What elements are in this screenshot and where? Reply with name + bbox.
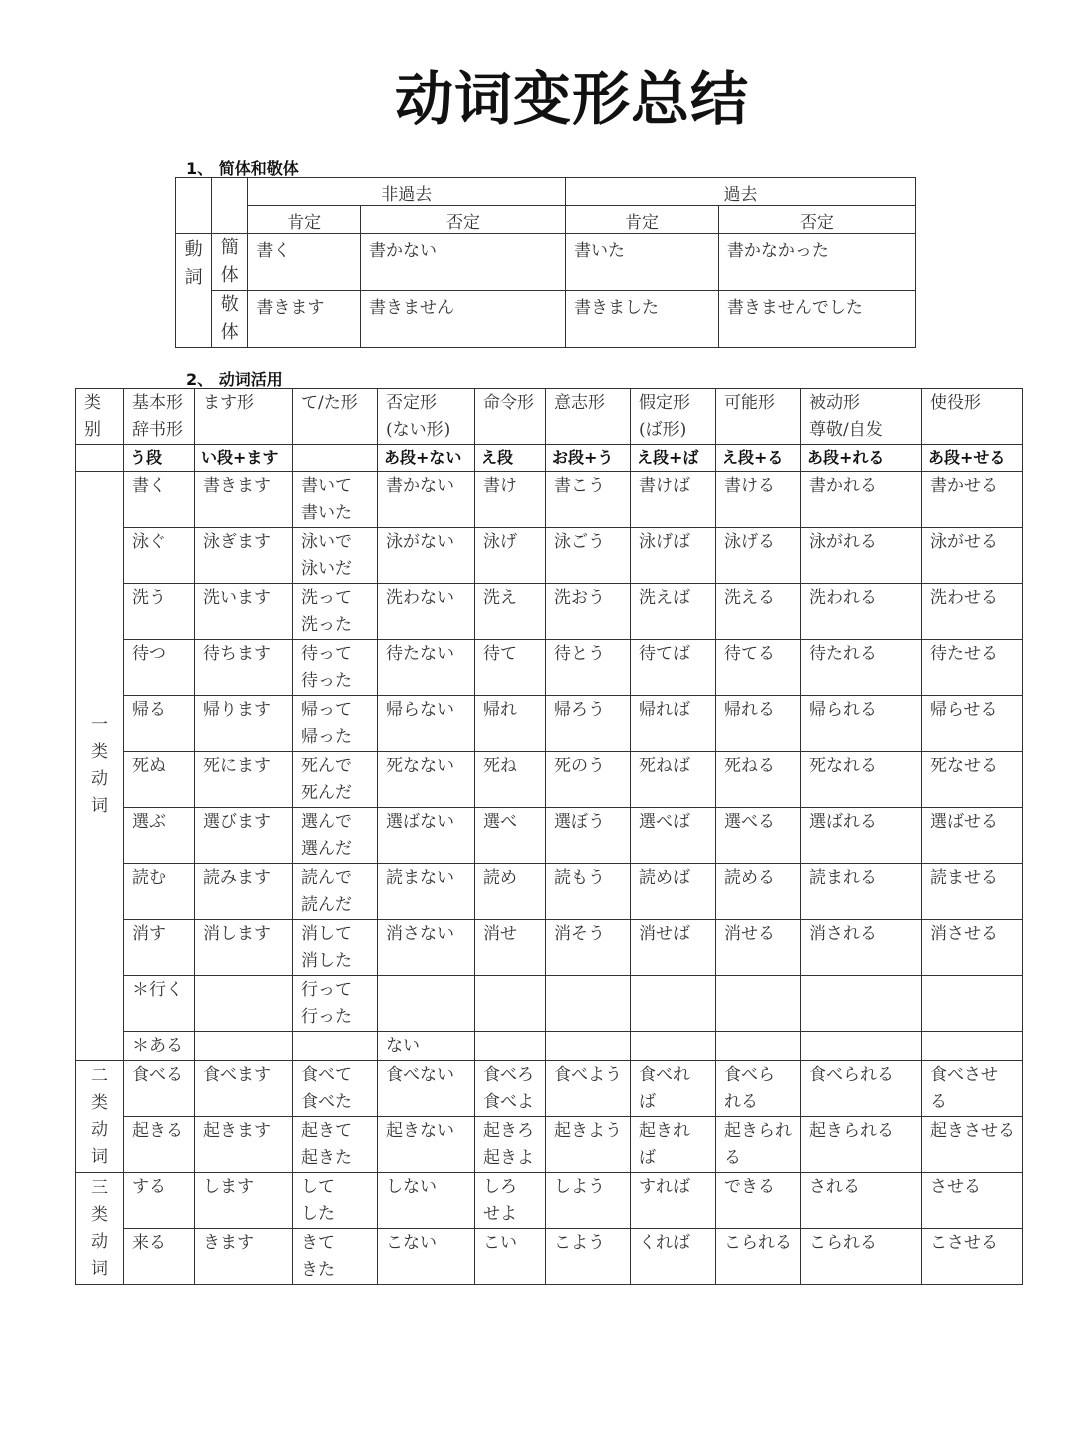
cell-passive-form: 泳がれる — [801, 528, 922, 584]
cell-negative-form: 帰らない — [378, 696, 475, 752]
cell-conditional-form: 読めば — [631, 864, 716, 920]
cell-negative-form: しない — [378, 1173, 475, 1229]
cell-volitional-form — [546, 1032, 631, 1061]
cell-te-ta-form: 泳いで 泳いだ — [293, 528, 378, 584]
cell-negative-form: 消さない — [378, 920, 475, 976]
cell-causative-form: 泳がせる — [922, 528, 1023, 584]
cell-potential-form — [716, 1032, 801, 1061]
cell-negative-form: こない — [378, 1229, 475, 1285]
table-cell: 書く — [248, 234, 361, 291]
header-causative-form: 使役形 — [922, 389, 1023, 445]
polite-plain-table — [175, 177, 916, 348]
cell-conditional-form: 起きれ ば — [631, 1117, 716, 1173]
plain-form-label: 簡 体 — [212, 234, 248, 291]
table-row — [76, 1229, 1023, 1285]
cell-causative-form: 待たせる — [922, 640, 1023, 696]
table-row — [76, 976, 1023, 1032]
table-cell: 書きませんでした — [718, 291, 915, 348]
rule-row — [76, 445, 1023, 472]
cell-dictionary-form: 洗う — [124, 584, 195, 640]
table-row — [76, 1032, 1023, 1061]
cell-passive-form: 食べられる — [801, 1061, 922, 1117]
cell-imperative-form: 書け — [475, 472, 546, 528]
cell-dictionary-form: 死ぬ — [124, 752, 195, 808]
table-row — [76, 752, 1023, 808]
cell-masu-form: 起きます — [195, 1117, 293, 1173]
group1-label: 一 类 动 词 — [76, 472, 124, 1061]
cell-masu-form: 書きます — [195, 472, 293, 528]
cell-volitional-form: 消そう — [546, 920, 631, 976]
header-te-ta-form: て/た形 — [293, 389, 378, 445]
table-row — [76, 472, 1023, 528]
cell-causative-form: 起きさせる — [922, 1117, 1023, 1173]
conjugation-table — [75, 388, 1023, 1285]
cell-causative-form: 洗わせる — [922, 584, 1023, 640]
rule-volitional-form: お段+う — [546, 445, 631, 472]
verb-label: 動 詞 — [176, 234, 212, 348]
table-cell: 書きません — [360, 291, 565, 348]
table-row — [76, 640, 1023, 696]
cell-conditional-form: 帰れば — [631, 696, 716, 752]
cell-passive-form: 待たれる — [801, 640, 922, 696]
cell-dictionary-form: する — [124, 1173, 195, 1229]
cell-imperative-form — [475, 1032, 546, 1061]
table-row — [76, 584, 1023, 640]
table-row — [76, 808, 1023, 864]
cell-dictionary-form: ＊行く — [124, 976, 195, 1032]
table-cell: 書かなかった — [718, 234, 915, 291]
header-dictionary-form: 基本形 辞书形 — [124, 389, 195, 445]
cell-masu-form: します — [195, 1173, 293, 1229]
cell-volitional-form — [546, 976, 631, 1032]
rule-conditional-form: え段+ば — [631, 445, 716, 472]
cell-potential-form: 帰れる — [716, 696, 801, 752]
cell-passive-form: 起きられる — [801, 1117, 922, 1173]
table-row — [76, 1173, 1023, 1229]
cell-te-ta-form: 待って 待った — [293, 640, 378, 696]
cell-imperative-form: 死ね — [475, 752, 546, 808]
cell-negative-form: 起きない — [378, 1117, 475, 1173]
cell-dictionary-form: 書く — [124, 472, 195, 528]
cell-causative-form: 食べさせ る — [922, 1061, 1023, 1117]
cell-masu-form: 選びます — [195, 808, 293, 864]
cell-dictionary-form: 来る — [124, 1229, 195, 1285]
cell-volitional-form: 書こう — [546, 472, 631, 528]
cell-imperative-form: 消せ — [475, 920, 546, 976]
header-negative: 否定 — [360, 206, 565, 234]
cell-dictionary-form: 待つ — [124, 640, 195, 696]
cell-te-ta-form: して した — [293, 1173, 378, 1229]
table-cell: 書きます — [248, 291, 361, 348]
cell-potential-form: できる — [716, 1173, 801, 1229]
header-potential-form: 可能形 — [716, 389, 801, 445]
header-affirmative: 肯定 — [566, 206, 719, 234]
cell-potential-form: 消せる — [716, 920, 801, 976]
cell-dictionary-form: 食べる — [124, 1061, 195, 1117]
cell-passive-form: こられる — [801, 1229, 922, 1285]
rule-category — [76, 445, 124, 472]
table-row — [76, 1117, 1023, 1173]
cell-negative-form: 泳がない — [378, 528, 475, 584]
cell-masu-form: きます — [195, 1229, 293, 1285]
rule-negative-form: あ段+ない — [378, 445, 475, 472]
cell-causative-form: 書かせる — [922, 472, 1023, 528]
cell-causative-form — [922, 976, 1023, 1032]
cell-negative-form — [378, 976, 475, 1032]
cell-masu-form: 待ちます — [195, 640, 293, 696]
cell-passive-form: 読まれる — [801, 864, 922, 920]
cell-conditional-form: 消せば — [631, 920, 716, 976]
cell-passive-form: 消される — [801, 920, 922, 976]
cell-te-ta-form: 洗って 洗った — [293, 584, 378, 640]
cell-masu-form: 泳ぎます — [195, 528, 293, 584]
cell-potential-form: 死ねる — [716, 752, 801, 808]
section1-heading: 1、 简体和敬体 — [186, 159, 299, 178]
cell-te-ta-form — [293, 1032, 378, 1061]
cell-causative-form: 選ばせる — [922, 808, 1023, 864]
table-header-row — [76, 389, 1023, 445]
cell-potential-form — [716, 976, 801, 1032]
cell-causative-form: 帰らせる — [922, 696, 1023, 752]
rule-dictionary-form: う段 — [124, 445, 195, 472]
cell-dictionary-form: 帰る — [124, 696, 195, 752]
cell-passive-form: 洗われる — [801, 584, 922, 640]
cell-potential-form: 選べる — [716, 808, 801, 864]
cell-conditional-form: 食べれ ば — [631, 1061, 716, 1117]
header-passive-form: 被动形 尊敬/自发 — [801, 389, 922, 445]
table-row — [76, 864, 1023, 920]
header-volitional-form: 意志形 — [546, 389, 631, 445]
cell-volitional-form: しよう — [546, 1173, 631, 1229]
table-row — [76, 528, 1023, 584]
cell-negative-form: ない — [378, 1032, 475, 1061]
cell-te-ta-form: 消して 消した — [293, 920, 378, 976]
group3-label: 三 类 动 词 — [76, 1173, 124, 1285]
header-past: 過去 — [566, 178, 916, 206]
header-conditional-form: 假定形 (ば形) — [631, 389, 716, 445]
cell-volitional-form: 食べよう — [546, 1061, 631, 1117]
header-negative: 否定 — [718, 206, 915, 234]
cell-volitional-form: 待とう — [546, 640, 631, 696]
cell-te-ta-form: 読んで 読んだ — [293, 864, 378, 920]
cell-te-ta-form: 食べて 食べた — [293, 1061, 378, 1117]
rule-causative-form: あ段+せる — [922, 445, 1023, 472]
cell-dictionary-form: 泳ぐ — [124, 528, 195, 584]
cell-imperative-form: 選べ — [475, 808, 546, 864]
cell-potential-form: 待てる — [716, 640, 801, 696]
cell-volitional-form: 読もう — [546, 864, 631, 920]
cell-imperative-form — [475, 976, 546, 1032]
cell-dictionary-form: 読む — [124, 864, 195, 920]
cell-causative-form: 読ませる — [922, 864, 1023, 920]
table-row — [76, 920, 1023, 976]
cell-passive-form: 書かれる — [801, 472, 922, 528]
cell-imperative-form: 泳げ — [475, 528, 546, 584]
rule-passive-form: あ段+れる — [801, 445, 922, 472]
cell-negative-form: 選ばない — [378, 808, 475, 864]
rule-potential-form: え段+る — [716, 445, 801, 472]
cell-dictionary-form: 選ぶ — [124, 808, 195, 864]
cell-conditional-form: 死ねば — [631, 752, 716, 808]
cell-negative-form: 書かない — [378, 472, 475, 528]
cell-te-ta-form: 帰って 帰った — [293, 696, 378, 752]
cell-te-ta-form: 選んで 選んだ — [293, 808, 378, 864]
cell-volitional-form: 泳ごう — [546, 528, 631, 584]
cell-causative-form: こさせる — [922, 1229, 1023, 1285]
header-imperative-form: 命令形 — [475, 389, 546, 445]
cell-potential-form: 泳げる — [716, 528, 801, 584]
cell-conditional-form: 待てば — [631, 640, 716, 696]
cell-causative-form: させる — [922, 1173, 1023, 1229]
cell-volitional-form: 洗おう — [546, 584, 631, 640]
table-row — [76, 1061, 1023, 1117]
cell-potential-form: こられる — [716, 1229, 801, 1285]
page-title: 动词变形总结 — [394, 65, 749, 133]
header-masu-form: ます形 — [195, 389, 293, 445]
group2-label: 二 类 动 词 — [76, 1061, 124, 1173]
cell-imperative-form: 読め — [475, 864, 546, 920]
cell-conditional-form: 泳げば — [631, 528, 716, 584]
cell-te-ta-form: 書いて 書いた — [293, 472, 378, 528]
cell-imperative-form: 待て — [475, 640, 546, 696]
cell-passive-form — [801, 1032, 922, 1061]
cell-te-ta-form: 死んで 死んだ — [293, 752, 378, 808]
cell-volitional-form: 起きよう — [546, 1117, 631, 1173]
table-row — [76, 696, 1023, 752]
cell-imperative-form: 食べろ 食べよ — [475, 1061, 546, 1117]
cell-potential-form: 起きられ る — [716, 1117, 801, 1173]
cell-dictionary-form: 起きる — [124, 1117, 195, 1173]
polite-form-label: 敬 体 — [212, 291, 248, 348]
cell-masu-form: 洗います — [195, 584, 293, 640]
header-category: 类 别 — [76, 389, 124, 445]
cell-causative-form: 死なせる — [922, 752, 1023, 808]
cell-dictionary-form: ＊ある — [124, 1032, 195, 1061]
cell-passive-form — [801, 976, 922, 1032]
cell-potential-form: 書ける — [716, 472, 801, 528]
rule-masu-form: い段+ます — [195, 445, 293, 472]
cell-te-ta-form: 行って 行った — [293, 976, 378, 1032]
cell-masu-form — [195, 1032, 293, 1061]
cell-volitional-form: 選ぼう — [546, 808, 631, 864]
cell-conditional-form — [631, 976, 716, 1032]
cell-negative-form: 読まない — [378, 864, 475, 920]
cell-negative-form: 待たない — [378, 640, 475, 696]
cell-imperative-form: 洗え — [475, 584, 546, 640]
cell-volitional-form: こよう — [546, 1229, 631, 1285]
cell-masu-form: 食べます — [195, 1061, 293, 1117]
cell-potential-form: 食べら れる — [716, 1061, 801, 1117]
cell-masu-form — [195, 976, 293, 1032]
cell-negative-form: 食べない — [378, 1061, 475, 1117]
table-cell: 書かない — [360, 234, 565, 291]
cell-imperative-form: 帰れ — [475, 696, 546, 752]
cell-negative-form: 死なない — [378, 752, 475, 808]
cell-causative-form: 消させる — [922, 920, 1023, 976]
cell-te-ta-form: 起きて 起きた — [293, 1117, 378, 1173]
section2-heading: 2、 动词活用 — [186, 370, 283, 389]
cell-potential-form: 洗える — [716, 584, 801, 640]
cell-volitional-form: 死のう — [546, 752, 631, 808]
header-affirmative: 肯定 — [248, 206, 361, 234]
cell-masu-form: 読みます — [195, 864, 293, 920]
header-non-past: 非過去 — [248, 178, 566, 206]
header-negative-form: 否定形 (ない形) — [378, 389, 475, 445]
cell-passive-form: 選ばれる — [801, 808, 922, 864]
rule-te-ta-form — [293, 445, 378, 472]
cell-conditional-form: 書けば — [631, 472, 716, 528]
cell-volitional-form: 帰ろう — [546, 696, 631, 752]
cell-conditional-form: すれば — [631, 1173, 716, 1229]
cell-causative-form — [922, 1032, 1023, 1061]
cell-masu-form: 死にます — [195, 752, 293, 808]
cell-conditional-form — [631, 1032, 716, 1061]
cell-imperative-form: 起きろ 起きよ — [475, 1117, 546, 1173]
table-cell: 書きました — [566, 291, 719, 348]
cell-conditional-form: 洗えば — [631, 584, 716, 640]
cell-masu-form: 消します — [195, 920, 293, 976]
rule-imperative-form: え段 — [475, 445, 546, 472]
cell-imperative-form: しろ せよ — [475, 1173, 546, 1229]
table-cell: 書いた — [566, 234, 719, 291]
cell-masu-form: 帰ります — [195, 696, 293, 752]
cell-passive-form: 死なれる — [801, 752, 922, 808]
cell-negative-form: 洗わない — [378, 584, 475, 640]
cell-imperative-form: こい — [475, 1229, 546, 1285]
cell-te-ta-form: きて きた — [293, 1229, 378, 1285]
cell-conditional-form: くれば — [631, 1229, 716, 1285]
cell-dictionary-form: 消す — [124, 920, 195, 976]
cell-conditional-form: 選べば — [631, 808, 716, 864]
cell-potential-form: 読める — [716, 864, 801, 920]
cell-passive-form: 帰られる — [801, 696, 922, 752]
cell-passive-form: される — [801, 1173, 922, 1229]
